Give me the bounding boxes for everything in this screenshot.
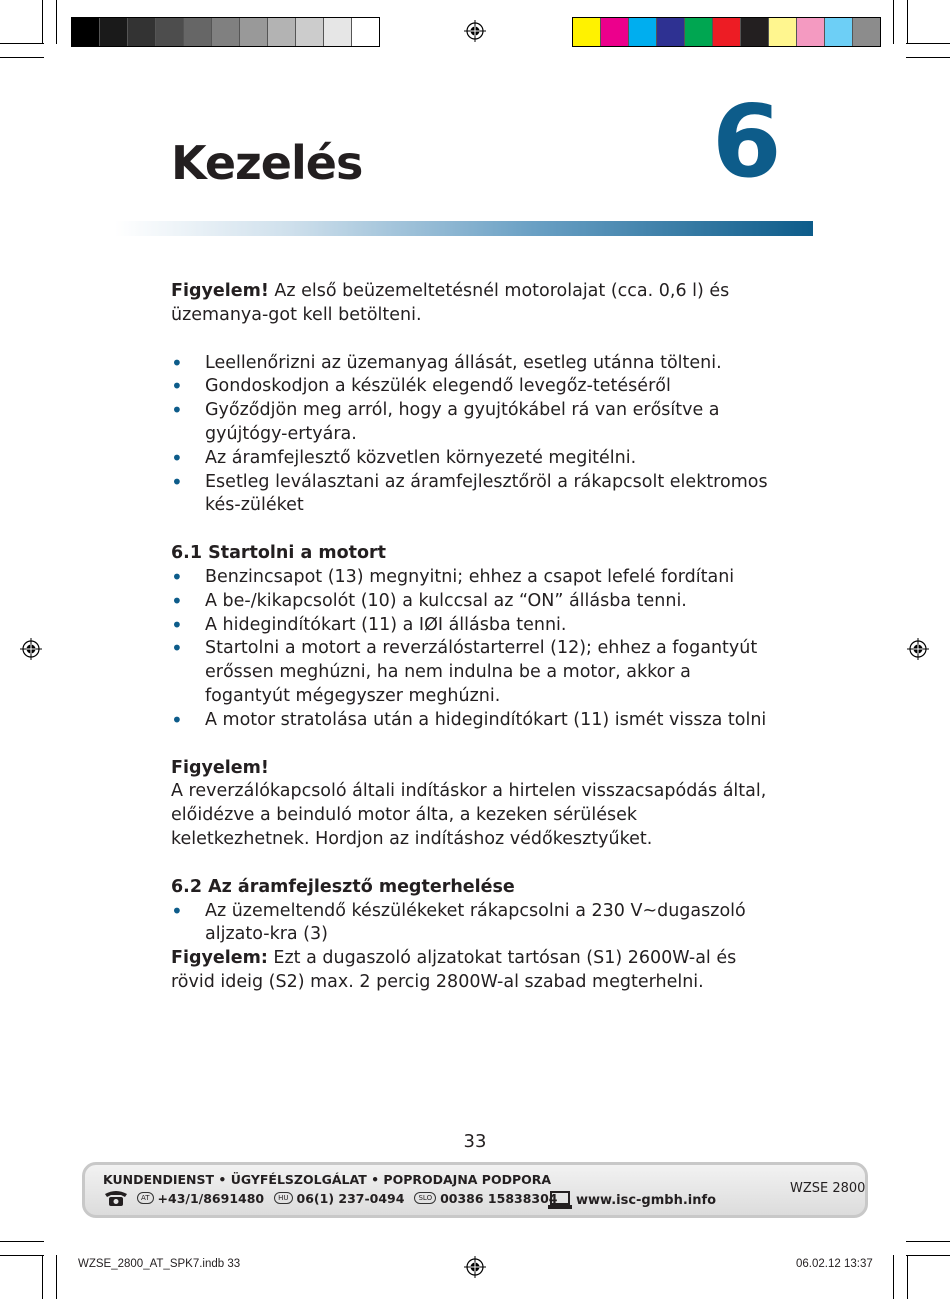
section-heading-load: 6.2 Az áramfejlesztő megterhelése xyxy=(171,876,515,897)
note-paragraph xyxy=(171,947,781,995)
list-item: • A be-/kikapcsolót (10) a kulccsal az “ON” állásba tenni. xyxy=(171,590,781,614)
registration-mark-icon xyxy=(464,20,486,42)
color-swatch xyxy=(240,18,268,46)
warning-text: A reverzálókapcsoló általi indításkor a hirtelen visszacsapódás által, előidézve a beinduló motor álta, a kezeken sérülések keletkezhetnek. Hordjon az indításhoz védőkesztyűket. xyxy=(171,781,767,849)
color-swatch xyxy=(184,18,212,46)
crop-mark xyxy=(42,1255,43,1299)
bullet-list-load xyxy=(171,900,781,948)
color-swatch xyxy=(741,18,769,46)
note-bold: Figyelem: xyxy=(171,948,268,969)
list-item: • Gondoskodjon a készülék elegendő levegőz-tetéséről xyxy=(171,375,781,399)
computer-icon xyxy=(548,1190,572,1210)
color-swatch xyxy=(324,18,352,46)
color-swatch xyxy=(685,18,713,46)
color-swatch xyxy=(825,18,853,46)
section-heading-start-motor: 6.1 Startolni a motort xyxy=(171,543,386,564)
registration-mark-icon xyxy=(464,1256,486,1278)
list-item: • Az áramfejlesztő közvetlen környezeté megitélni. xyxy=(171,447,781,471)
chapter-number: 6 xyxy=(712,83,782,200)
page-content xyxy=(171,280,781,995)
bullet-list-precheck xyxy=(171,352,781,519)
phone-icon xyxy=(103,1189,129,1207)
crop-mark xyxy=(56,1255,57,1299)
color-swatch xyxy=(573,18,601,46)
list-item: • A motor stratolása után a hidegindítókart (11) ismét vissza tolni xyxy=(171,709,781,733)
crop-mark xyxy=(0,1241,44,1242)
color-swatch xyxy=(212,18,240,46)
model-label: WZSE 2800 xyxy=(790,1181,866,1196)
color-swatch xyxy=(100,18,128,46)
color-swatch xyxy=(629,18,657,46)
phone-line xyxy=(103,1189,558,1207)
slug-datetime: 06.02.12 13:37 xyxy=(796,1258,873,1270)
crop-mark xyxy=(906,57,950,58)
slug-filename: WZSE_2800_AT_SPK7.indb 33 xyxy=(78,1258,241,1270)
crop-mark xyxy=(42,0,43,44)
list-item: • Az üzemeltendő készülékeket rákapcsolni a 230 V~dugaszoló aljzato-kra (3) xyxy=(171,900,781,948)
registration-mark-icon xyxy=(20,638,42,660)
page-number: 33 xyxy=(463,1131,487,1152)
color-swatch xyxy=(352,18,379,46)
color-swatch xyxy=(268,18,296,46)
color-swatch xyxy=(296,18,324,46)
color-swatch xyxy=(156,18,184,46)
list-item: • A hidegindítókart (11) a IØI állásba tenni. xyxy=(171,614,781,638)
crop-mark xyxy=(906,1241,950,1242)
color-swatch xyxy=(657,18,685,46)
color-swatch xyxy=(128,18,156,46)
crop-mark xyxy=(56,0,57,44)
country-code-badge: SLO xyxy=(414,1192,436,1204)
header-gradient-bar xyxy=(115,221,813,236)
website-link[interactable]: www.isc-gmbh.info xyxy=(576,1192,717,1208)
color-swatch xyxy=(713,18,741,46)
bullet-list-start-motor xyxy=(171,566,781,733)
crop-mark xyxy=(906,1255,950,1256)
phone-number: 00386 15838304 xyxy=(440,1190,558,1206)
grayscale-color-bar xyxy=(71,17,380,47)
crop-mark xyxy=(906,43,950,44)
crop-mark xyxy=(0,1255,44,1256)
phone-number: 06(1) 237-0494 xyxy=(296,1190,405,1206)
crop-mark xyxy=(907,1255,908,1299)
color-swatch xyxy=(769,18,797,46)
color-swatch xyxy=(797,18,825,46)
list-item: • Esetleg leválasztani az áramfejlesztőröl a rákapcsolt elektromos kés-züléket xyxy=(171,471,781,519)
note-text: Ezt a dugaszoló aljzatokat tartósan (S1) 2600W-al és rövid ideig (S2) max. 2 percig 2800W-al szabad megterhelni. xyxy=(171,948,737,992)
color-swatch xyxy=(72,18,100,46)
crop-mark xyxy=(893,1255,894,1299)
page-title: Kezelés xyxy=(171,136,363,190)
list-item: • Leellenőrizni az üzemanyag állását, esetleg utánna tölteni. xyxy=(171,352,781,376)
list-item: • Startolni a motort a reverzálóstarterrel (12); ehhez a fogantyút erőssen meghúzni, ha nem indulna be a motor, akkor a fogantyút mégegyszer meghúzni. xyxy=(171,637,781,708)
color-swatch xyxy=(853,18,880,46)
intro-bold: Figyelem! xyxy=(171,281,269,301)
intro-paragraph xyxy=(171,280,781,328)
website-link-group xyxy=(548,1190,716,1210)
list-item: • Győződjön meg arról, hogy a gyujtókábel rá van erősítve a gyújtógy-ertyára. xyxy=(171,399,781,447)
color-swatch xyxy=(601,18,629,46)
country-code-badge: HU xyxy=(274,1192,292,1204)
crop-mark xyxy=(893,0,894,44)
list-item: • Benzincsapot (13) megnyitni; ehhez a csapot lefelé fordítani xyxy=(171,566,781,590)
registration-mark-icon xyxy=(907,638,929,660)
country-code-badge: AT xyxy=(137,1192,154,1204)
process-color-bar xyxy=(572,17,881,47)
service-line: KUNDENDIENST • ÜGYFÉLSZOLGÁLAT • POPRODAJNA PODPORA xyxy=(103,1172,552,1187)
warning-heading: Figyelem! xyxy=(171,757,269,778)
crop-mark xyxy=(0,57,44,58)
crop-mark xyxy=(0,43,44,44)
phone-number: +43/1/8691480 xyxy=(157,1190,265,1206)
intro-text: Az első beüzemeltetésnél motorolajat (cca. 0,6 l) és üzemanya-got kell betölteni. xyxy=(171,281,730,325)
crop-mark xyxy=(907,0,908,44)
